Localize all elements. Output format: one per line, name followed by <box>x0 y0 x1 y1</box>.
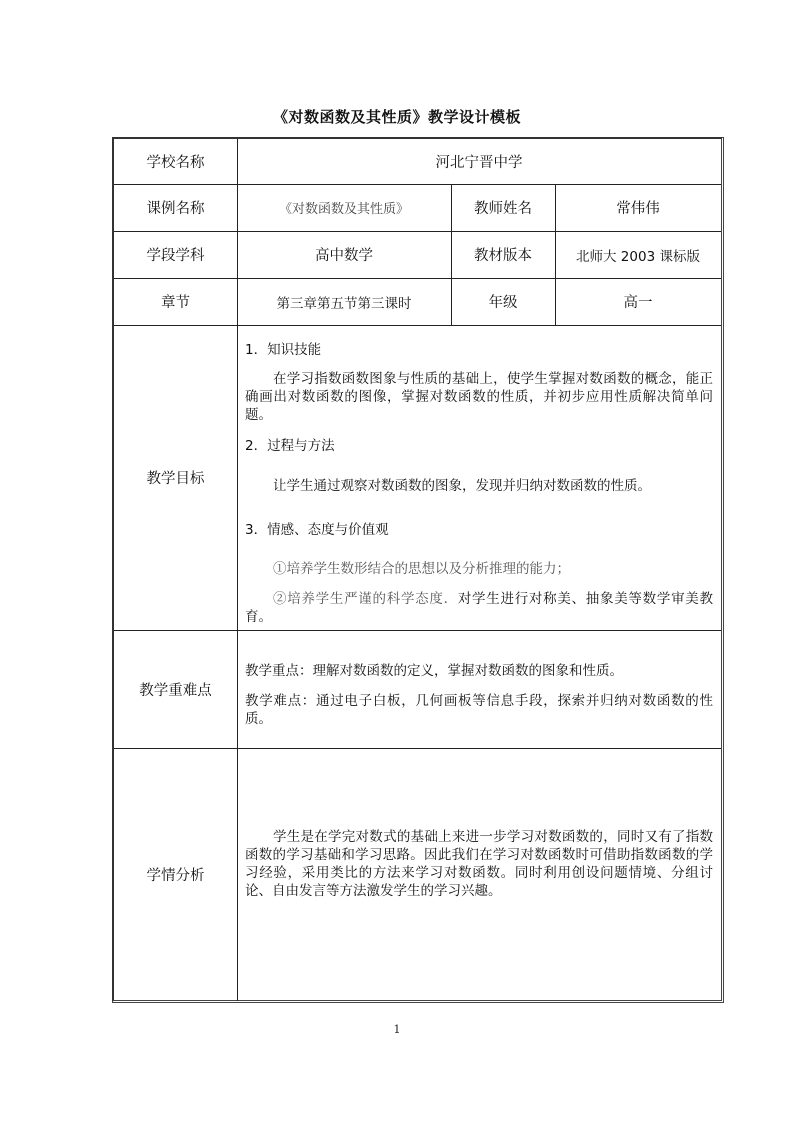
label-lesson-name: 课例名称 <box>146 201 205 217</box>
document-title: 《对数函数及其性质》教学设计模板 <box>272 108 521 126</box>
label-teacher-name: 教师姓名 <box>474 201 532 217</box>
label-textbook-edition: 教材版本 <box>474 248 532 264</box>
label-key-difficult-points: 教学重难点 <box>139 682 212 699</box>
learner-analysis-content <box>237 748 721 1001</box>
objective-heading-process: 2．过程与方法 <box>245 438 335 454</box>
label-learner-analysis: 学情分析 <box>146 868 205 884</box>
key-points-content <box>237 630 721 748</box>
value-grade: 高一 <box>623 295 653 311</box>
objective-text-knowledge: 在学习指数函数图象与性质的基础上，使学生掌握对数函数的概念，能正确画出对数函数的图像，掌握对数函数的性质，并初步应用性质解决简单问题。 <box>245 371 713 423</box>
objective-heading-values: 3．情感、态度与价值观 <box>245 522 389 538</box>
label-teaching-objectives: 教学目标 <box>146 471 205 487</box>
value-stage-subject: 高中数学 <box>315 248 373 264</box>
objective-text-process: 让学生通过观察对数函数的图象，发现并归纳对数函数的性质。 <box>273 478 651 494</box>
value-chapter: 第三章第五节第三课时 <box>276 295 412 312</box>
objective-item-2-part-a: ②培养学生严谨的科学态度． <box>273 591 458 607</box>
label-chapter: 章节 <box>161 295 190 311</box>
value-teacher-name: 常伟伟 <box>616 201 660 217</box>
value-textbook-edition: 北师大 2003 课标版 <box>576 248 700 265</box>
label-school-name: 学校名称 <box>146 155 205 171</box>
value-school-name: 河北宁晋中学 <box>435 155 523 171</box>
learner-analysis-text: 学生是在学完对数式的基础上来进一步学习对数函数的，同时又有了指数函数的学习基础和学习思路。因此我们在学习对数函数时可借助指数函数的学习经验，采用类比的方法来学习对数函数。同时利用创设问题情境、分组讨论、自由发言等方法激发学生的学习兴趣。 <box>245 829 713 899</box>
objective-item-2 <box>245 590 713 626</box>
lesson-plan-table <box>112 137 724 1003</box>
teaching-difficulty: 教学难点：通过电子白板，几何画板等信息手段，探索并归纳对数函数的性质。 <box>245 693 713 727</box>
objective-item-2-part-b: 对学生进行对称美、抽象美等数学审美教育。 <box>245 591 714 625</box>
value-lesson-name: 《对数函数及其性质》 <box>278 202 409 217</box>
objective-item-1: ①培养学生数形结合的思想以及分析推理的能力； <box>273 561 570 577</box>
teaching-objectives-content <box>237 325 721 630</box>
teaching-focus: 教学重点：理解对数函数的定义，掌握对数函数的图象和性质。 <box>245 663 623 679</box>
objective-heading-knowledge: 1．知识技能 <box>245 342 322 358</box>
page-number: 1 <box>393 1023 401 1036</box>
label-grade: 年级 <box>488 295 518 311</box>
label-stage-subject: 学段学科 <box>146 248 205 264</box>
